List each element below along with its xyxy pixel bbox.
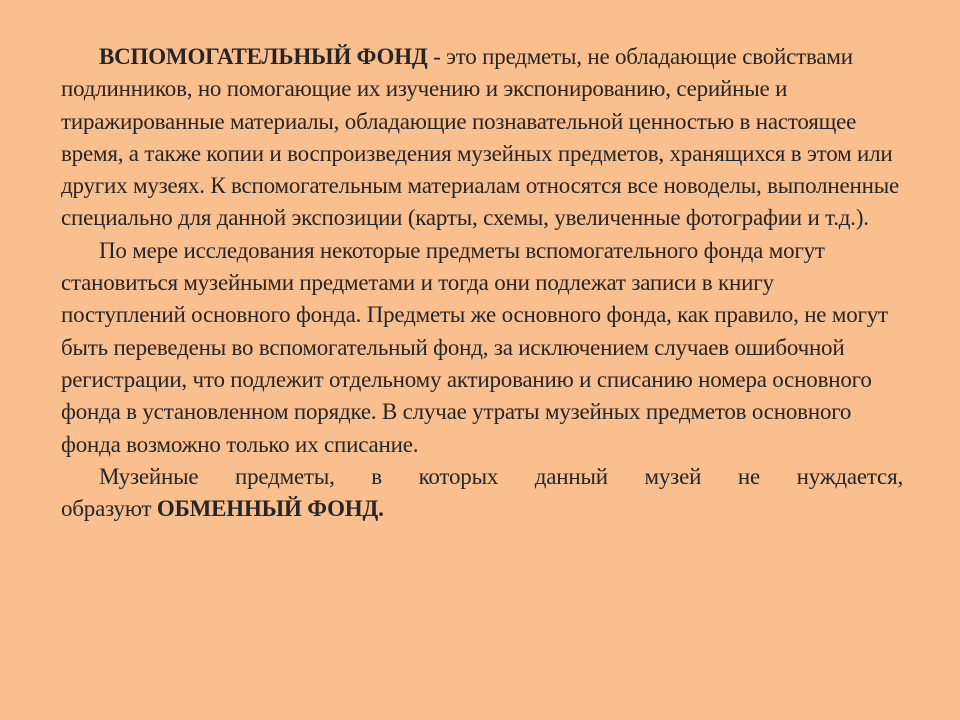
term-exchange-fund: ОБМЕННЫЙ ФОНД.: [156, 496, 384, 522]
paragraph-exchange-fund-line-1: Музейные предметы, в которых данный музей не нуждается,: [99, 463, 903, 489]
paragraph-exchange-fund-line-2: [61, 493, 903, 525]
definition-auxiliary-fund: - это предметы, не обладающие свойствами подлинников, но помогающие их изучению и экспонированию, серийные и тиражированные материалы, обладающие познавательной ценностью в настоящее время, а также копии и воспроизведения музейных предметов, хранящихся в этом или других музеях. К вспомогательным материалам относятся все новоделы, выполненные специально для данной экспозиции (карты, схемы, увеличенные фотографии и т.д.).: [61, 44, 900, 231]
paragraph-auxiliary-fund: [61, 41, 903, 235]
term-auxiliary-fund: ВСПОМОГАТЕЛЬНЫЙ ФОНД: [99, 44, 428, 69]
exchange-fund-prefix: образуют: [61, 496, 157, 522]
paragraph-fund-transfer: По мере исследования некоторые предметы вспомогательного фонда могут становиться музейными предметами и тогда они подлежат записи в книгу поступлений основного фонда. Предметы же основного фонда, как правило, не могут быть переведены во вспомогательный фонд, за исключением случаев ошибочной регистрации, что подлежит отдельному актированию и списанию номера основного фонда в установленном порядке. В случае утраты музейных предметов основного фонда возможно только их списание.: [61, 237, 888, 457]
slide-body: [61, 41, 903, 525]
